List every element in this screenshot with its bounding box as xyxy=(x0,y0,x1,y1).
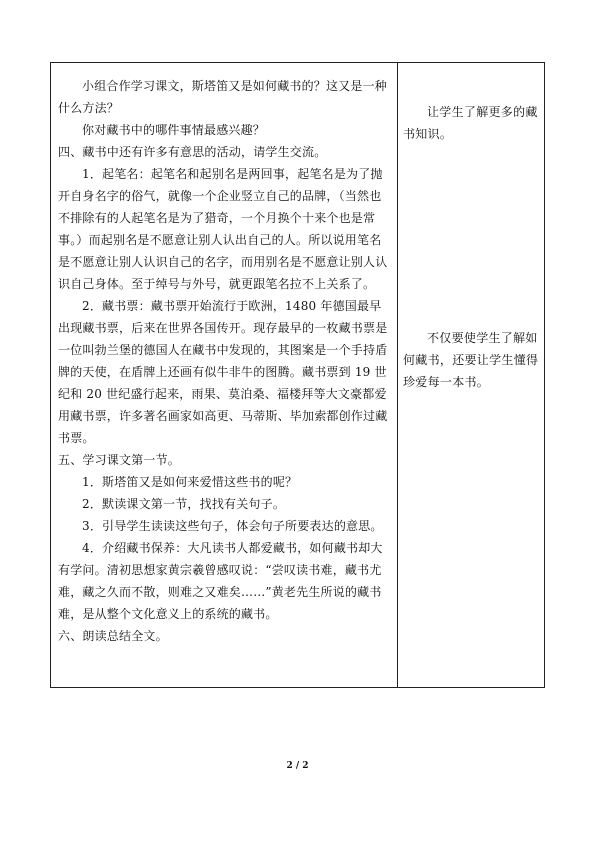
section-heading: 五、学习课文第一节。 xyxy=(58,453,181,467)
design-note: 不仅要使学生了解如何藏书，还要让学生懂得珍爱每一本书。 xyxy=(403,331,539,389)
page-number: 2 / 2 xyxy=(286,761,309,771)
list-item: 4．介绍藏书保养：大凡读书人都爱藏书，如何藏书却大有学问。清初思想家黄宗羲曾感叹说：“尝叹读书难，藏书尤难，藏之久而不散，则难之又难矣……”黄老先生所说的藏书难，是从整个文化意义上的系统的藏书。 xyxy=(58,541,383,621)
teaching-process-cell xyxy=(58,75,393,647)
column-divider xyxy=(397,63,398,687)
design-note-cell xyxy=(403,101,541,145)
paragraph: 1．起笔名：起笔名和起别名是两回事，起笔名是为了抛开自身名字的俗气，就像一个企业竖立自己的品牌，（当然也不排除有的人起笔名是为了猎奇，一个月换个十来个也是常事。）而起别名是不愿意让别人认出自己的人。所以说用笔名是不愿意让别人认识自己的名字，而用别名是不愿意让别人认识自己身体。至于绰号与外号，就更跟笔名拉不上关系了。 xyxy=(58,167,388,291)
paragraph: 你对藏书中的哪件事情最感兴趣？ xyxy=(82,123,266,137)
list-item: 2．默读课文第一节，找找有关句子。 xyxy=(82,497,286,511)
design-note-cell xyxy=(403,327,541,393)
list-item: 3．引导学生读读这些句子，体会句子所要表达的意思。 xyxy=(82,519,383,533)
lesson-table xyxy=(50,62,545,688)
section-heading: 六、朗读总结全文。 xyxy=(58,629,168,643)
section-heading: 四、藏书中还有许多有意思的活动，请学生交流。 xyxy=(58,145,327,159)
design-note: 让学生了解更多的藏书知识。 xyxy=(403,105,538,141)
paragraph: 2．藏书票：藏书票开始流行于欧洲，1480 年德国最早出现藏书票，后来在世界各国传开。现存最早的一枚藏书票是一位叫勃兰堡的德国人在藏书中发现的，其图案是一个手持盾牌的天使，在盾牌上还画有似牛非牛的图腾。藏书票到 19 世纪和 20 世纪盛行起来，雨果、莫泊桑、福楼拜等大文豪都爱用藏书票，许多著名画家如高更、马蒂斯、毕加索都创作过藏书票。 xyxy=(58,299,388,445)
paragraph: 小组合作学习课文，斯塔笛又是如何藏书的？这又是一种什么方法？ xyxy=(58,79,388,115)
list-item: 1．斯塔笛又是如何来爱惜这些书的呢？ xyxy=(82,475,298,489)
